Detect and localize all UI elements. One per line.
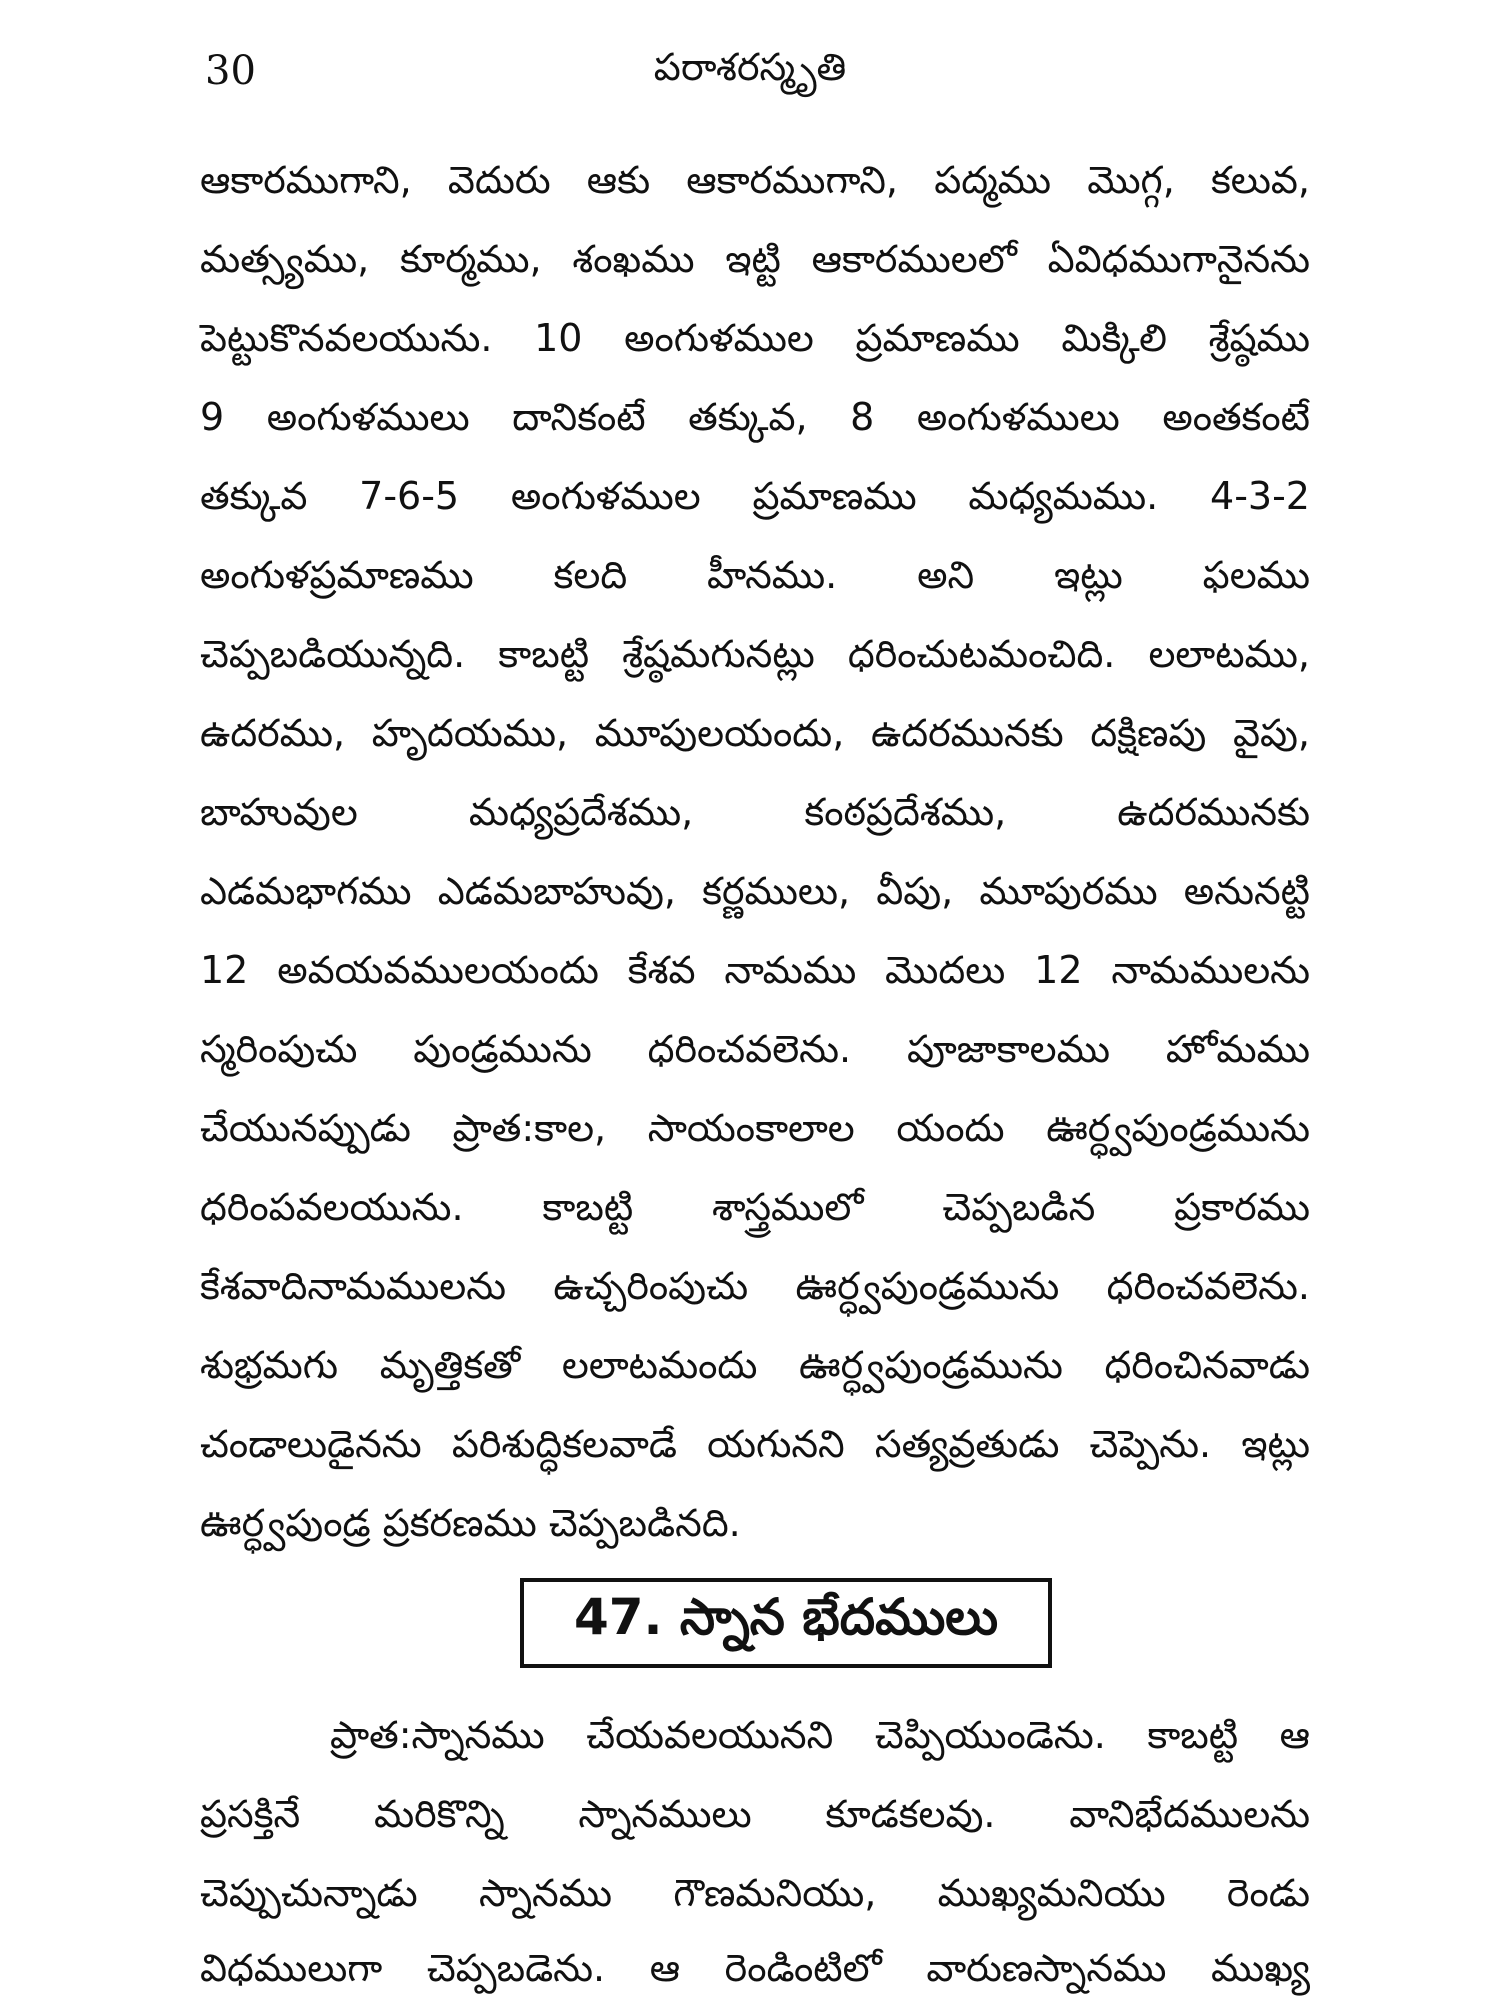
body-line: కేశవాదినామములను ఉచ్చరింపుచు ఊర్ధ్వపుండ్రమును ధరించవలెను. <box>200 1264 1310 1308</box>
body-line: ధరింపవలయును. కాబట్టి శాస్త్రములో చెప్పబడిన ప్రకారము <box>200 1185 1310 1229</box>
body-line: ఊర్ధ్వపుండ్ర ప్రకరణము చెప్పబడినది. <box>200 1501 741 1545</box>
body-line: ఉదరము, హృదయము, మూపులయందు, ఉదరమునకు దక్షిణపు వైపు, <box>200 711 1310 755</box>
body-line: పెట్టుకొనవలయును. 10 అంగుళముల ప్రమాణము మిక్కిలి శ్రేష్ఠము <box>200 316 1310 360</box>
section-line: ప్రాత:స్నానము చేయవలయునని చెప్పియుండెను. కాబట్టి ఆ <box>330 1713 1310 1757</box>
body-line: అంగుళప్రమాణము కలది హీనము. అని ఇట్లు ఫలము <box>200 553 1310 597</box>
section-line: ప్రసక్తినే మరికొన్ని స్నానములు కూడకలవు. వానిభేదములను <box>200 1792 1310 1836</box>
body-line: స్మరింపుచు పుండ్రమును ధరించవలెను. పూజాకాలము హోమము <box>200 1027 1310 1071</box>
body-line: ఆకారముగాని, వెదురు ఆకు ఆకారముగాని, పద్మము మొగ్గ, కలువ, <box>200 158 1310 202</box>
section-heading-text: 47. స్నాన భేదములు <box>573 1587 999 1646</box>
page-number: 30 <box>205 48 256 94</box>
section-line: చెప్పుచున్నాడు స్నానము గౌణమనియు, ముఖ్యమనియు రెండు <box>200 1871 1310 1915</box>
body-line: చండాలుడైనను పరిశుద్ధికలవాడే యగునని సత్యవ్రతుడు చెప్పెను. ఇట్లు <box>200 1422 1310 1466</box>
body-line: బాహువుల మధ్యప్రదేశము, కంఠప్రదేశము, ఉదరమునకు <box>200 790 1310 834</box>
body-line: శుభ్రమగు మృత్తికతో లలాటమందు ఊర్ధ్వపుండ్రమును ధరించినవాడు <box>200 1343 1310 1387</box>
body-line: తక్కువ 7-6-5 అంగుళముల ప్రమాణము మధ్యమము. 4-3-2 <box>200 474 1310 518</box>
section-line: విధములుగా చెప్పబడెను. ఆ రెండింటిలో వారుణస్నానము ముఖ్య <box>200 1946 1310 1990</box>
body-line: చెప్పబడియున్నది. కాబట్టి శ్రేష్ఠమగునట్లు ధరించుటమంచిది. లలాటము, <box>200 632 1310 676</box>
body-line: 9 అంగుళములు దానికంటే తక్కువ, 8 అంగుళములు అంతకంటే <box>200 395 1310 439</box>
body-line: చేయునప్పుడు ప్రాత:కాల, సాయంకాలాల యందు ఊర్ధ్వపుండ్రమును <box>200 1106 1310 1150</box>
body-line: ఎడమభాగము ఎడమబాహువు, కర్ణములు, వీపు, మూపురము అనునట్టి <box>200 869 1310 913</box>
body-line: 12 అవయవములయందు కేశవ నామము మొదలు 12 నామములను <box>200 948 1310 992</box>
running-title: పరాశరస్మృతి <box>653 45 847 89</box>
body-line: మత్స్యము, కూర్మము, శంఖము ఇట్టి ఆకారములలో ఏవిధముగానైనను <box>200 237 1310 281</box>
section-heading <box>520 1578 1052 1668</box>
